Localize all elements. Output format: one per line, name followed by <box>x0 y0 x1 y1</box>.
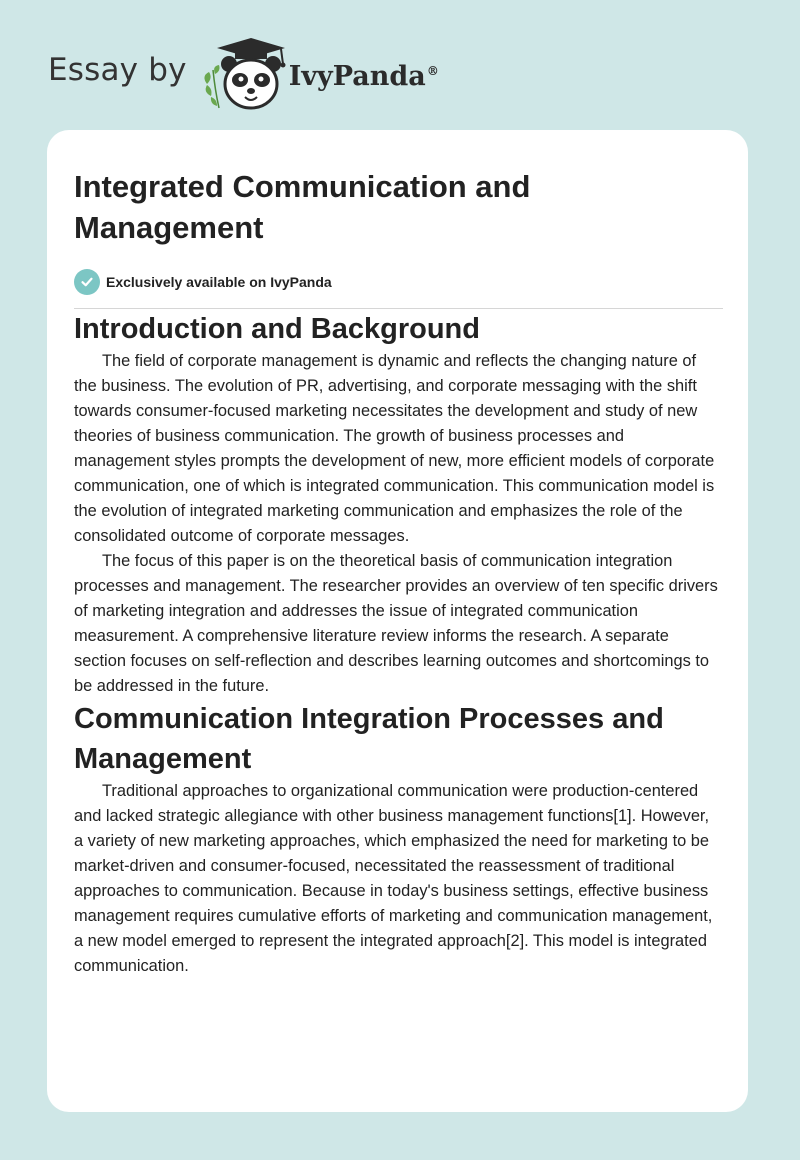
registered-mark: ® <box>426 63 439 78</box>
check-circle-icon <box>74 269 100 295</box>
badge-label: Exclusively available on IvyPanda <box>106 274 332 290</box>
site-brand[interactable] <box>48 34 439 114</box>
paragraph: The field of corporate management is dynamic and reflects the changing nature of the business. The evolution of PR, advertising, and corporate messaging with the shift towards consumer-focused marketing necessitates the development and study of new theories of business communication. The growth of business processes and management styles prompts the development of new, more efficient models of corporate communication, one of which is integrated communication. This communication model is the evolution of integrated marketing communication and emphasizes the role of the consolidated outcome of corporate messages. <box>74 352 715 545</box>
section-heading-integration: Communication Integration Processes and Management <box>74 703 664 775</box>
paragraph: Traditional approaches to organizational communication were production-centered and lacked strategic allegiance with other business management functions[1]. However, a variety of new marketing approaches, which emphasized the need for marketing to be market-driven and consumer-focused, necessitated the reassessment of traditional approaches to communication. Because in today's business settings, effective business management requires cumulative efforts of marketing and communication management, a new model emerged to represent the integrated approach[2]. This model is integrated communication. <box>74 782 713 975</box>
section-heading-introduction: Introduction and Background <box>74 313 480 345</box>
essay-card <box>47 130 748 1112</box>
panda-logo-icon <box>197 34 293 114</box>
brand-prefix: Essay by <box>48 52 187 88</box>
paragraph: The focus of this paper is on the theoretical basis of communication integration processes and management. The researcher provides an overview of ten specific drivers of marketing integration and addresses the issue of integrated communication measurement. A comprehensive literature review informs the research. A separate section focuses on self-reflection and describes learning outcomes and shortcomings to be addressed in the future. <box>74 552 718 695</box>
exclusive-badge <box>74 268 722 296</box>
page-title: Integrated Communication and Management <box>74 169 531 245</box>
brand-name: IvyPanda® <box>288 60 439 92</box>
